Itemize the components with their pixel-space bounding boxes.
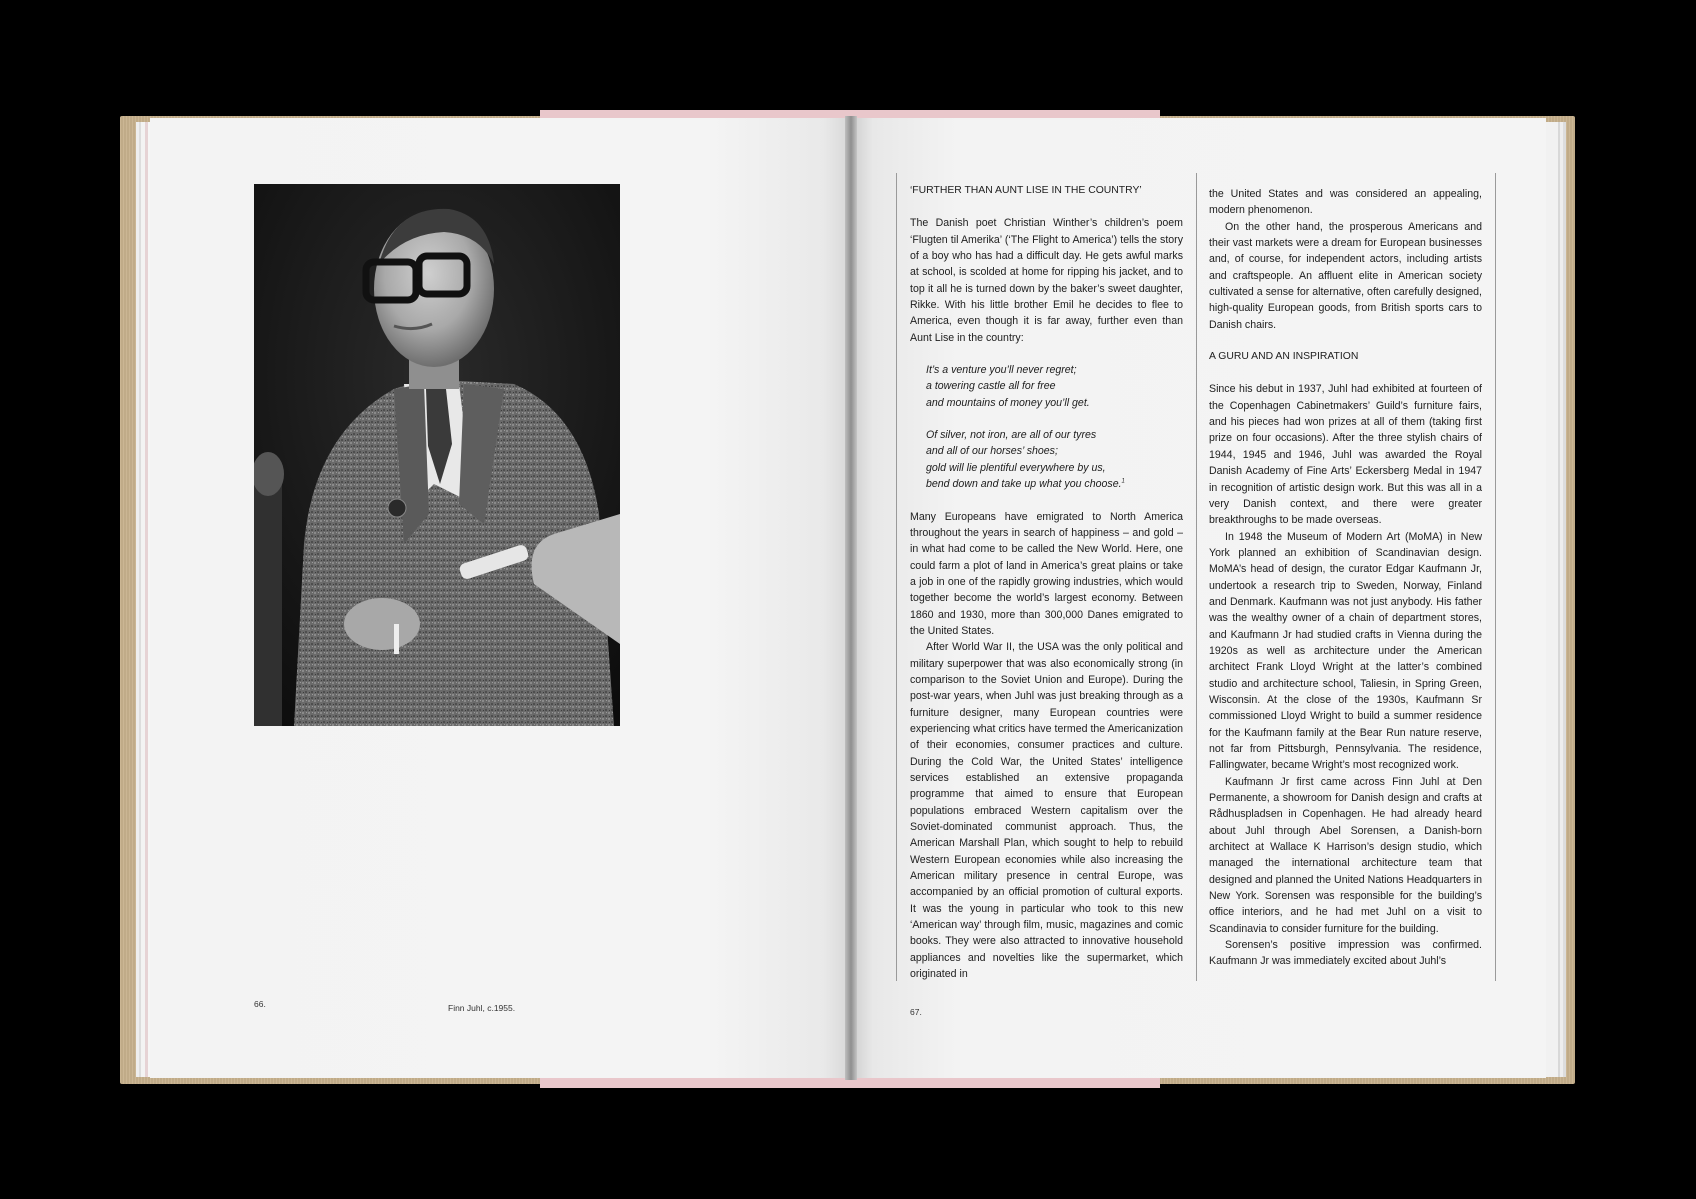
- verse-line: and mountains of money you’ll get.: [926, 396, 1090, 409]
- paragraph: Since his debut in 1937, Juhl had exhibited at fourteen of the Copenhagen Cabinetmakers’ Guild’s furniture fairs, and his pieces had won prizes at all of them (taking first prize on four occasions). After the three stylish chairs of 1944, 1945 and 1946, Juhl was awarded the Royal Danish Academy of Fine Arts’ Eckersberg Medal in 1947 in recognition of artistic design work. But this was all in a very Danish context, and there were greater breakthroughs to be made overseas.: [1209, 383, 1482, 527]
- footnote-mark: 1: [1121, 478, 1125, 485]
- paragraph: Kaufmann Jr first came across Finn Juhl at Den Permanente, a showroom for Danish design and crafts at Rådhuspladsen in Copenhagen. He had already heard about Juhl through Abel Sorensen, a Danish-born architect at Wallace K Harrison’s design studio, which managed the international architecture team that designed and planned the United Nations Headquarters in New York. Sorensen was responsible for the building’s office interiors, and he had met Juhl on a visit to Scandinavia to consider furniture for the building.: [1209, 775, 1482, 935]
- paragraph: the United States and was considered an appealing, modern phenomenon.: [1209, 188, 1482, 217]
- column-rule-right: [1495, 173, 1496, 981]
- verse-text: bend down and take up what you choose.: [926, 478, 1122, 491]
- verse-line: and all of our horses’ shoes;: [926, 445, 1058, 458]
- paragraph: The Danish poet Christian Winther’s children’s poem ‘Flugten til Amerika’ (‘The Flight to America’) tells the story of a boy who has had a difficult day. He gets awful marks at school, is scolded at home for ripping his jacket, and to top it all he is turned down by the baker’s sweet daughter, Rikke. With his little brother Emil he decides to flee to America, even though it is far away, further even than Aunt Lise in the country:: [910, 217, 1183, 344]
- verse-line: Of silver, not iron, are all of our tyres: [926, 429, 1097, 442]
- column-rule-middle: [1196, 173, 1197, 981]
- verse-line: gold will lie plentiful everywhere by us,: [926, 461, 1106, 474]
- page-number-right: 67.: [910, 1007, 922, 1017]
- verse-line: It’s a venture you’ll never regret;: [926, 364, 1077, 377]
- paragraph: After World War II, the USA was the only political and military superpower that was also economically strong (in comparison to the Soviet Union and Europe). During the post-war years, when Juhl was just breaking through as a furniture designer, many European countries were experiencing what critics have termed the Americanization of their economies, consumer practices and culture. During the Cold War, the United States’ intelligence services established an extensive propaganda programme that aimed to ensure that European populations embraced Western capitalism over the Soviet-dominated communist approach. Thus, the American Marshall Plan, which sought to help to rebuild Western European economies while also increasing the American military presence in central Europe, was accompanied by an official promotion of cultural exports. It was the young in particular who took to this new ‘American way’ through film, music, magazines and comic books. They were also attracted to innovative household appliances and novelties like the supermarket, which originated in: [910, 641, 1183, 981]
- text-column-2: [1209, 186, 1482, 970]
- section-heading-1: ‘FURTHER THAN AUNT LISE IN THE COUNTRY’: [910, 185, 1142, 196]
- paragraph: In 1948 the Museum of Modern Art (MoMA) in New York planned an exhibition of Scandinavian design. MoMA’s head of design, the curator Edgar Kaufmann Jr, undertook a research trip to Sweden, Norway, Finland and Denmark. Kaufmann was not just anybody. His father was the wealthy owner of a chain of department stores, and Kaufmann Jr had studied crafts in Vienna during the 1920s as well as architecture under the American architect Frank Lloyd Wright at the latter’s combined studio and architecture school, Taliesin, in Spring Green, Wisconsin. At the close of the 1930s, Kaufmann Sr commissioned Lloyd Wright to build a summer residence for the Kaufmann family at the Bear Run nature reserve, not far from Pittsburgh, Pennsylvania. The residence, Fallingwater, became Wright’s most recognized work.: [1209, 530, 1482, 772]
- paragraph: Many Europeans have emigrated to North America throughout the years in search of happiness – and gold – in what had come to be called the New World. Here, one could farm a plot of land in America’s great plains or take a job in one of the rapidly growing industries, which would together become the world’s largest economy. Between 1860 and 1930, more than 300,000 Danes emigrated to the United States.: [910, 510, 1183, 637]
- paragraph: On the other hand, the prosperous Americans and their vast markets were a dream for European businesses and, of course, for independent actors, including artists and craftspeople. An affluent elite in American society cultivated a sense for alternative, often carefully designed, high-quality European goods, from British sports cars to Danish chairs.: [1209, 220, 1482, 331]
- photo-caption: Finn Juhl, c.1955.: [448, 1003, 516, 1013]
- verse-line: a towering castle all for free: [926, 380, 1056, 393]
- book-gutter: [845, 116, 857, 1080]
- portrait-photo: [254, 184, 620, 726]
- section-heading-2: A GURU AND AN INSPIRATION: [1209, 351, 1359, 363]
- text-column-1: [910, 183, 1183, 982]
- paragraph: Sorensen’s positive impression was confirmed. Kaufmann Jr was immediately excited about Juhl’s: [1209, 939, 1482, 968]
- page-number-left: 66.: [254, 999, 266, 1009]
- column-rule-left: [896, 173, 897, 981]
- verse-line-last: [926, 476, 1183, 492]
